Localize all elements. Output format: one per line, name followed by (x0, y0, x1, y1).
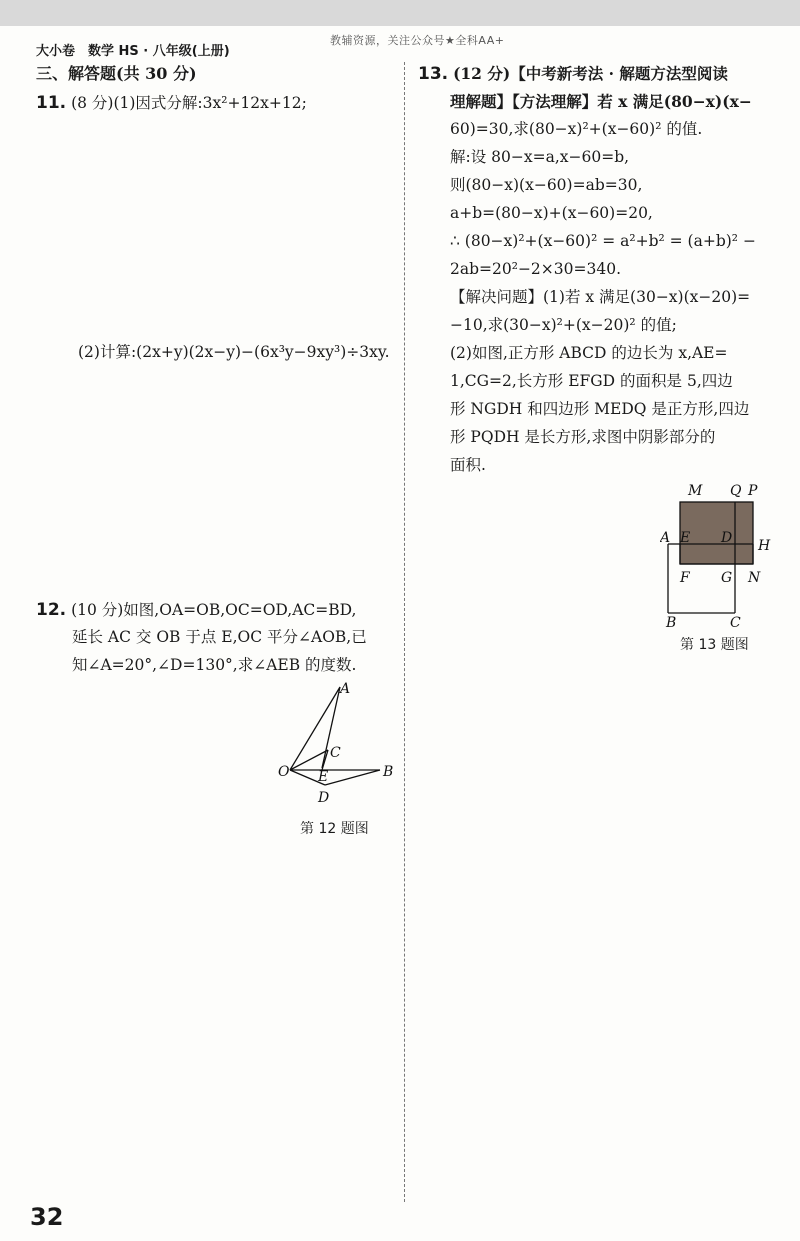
q13-label-Q: Q (730, 483, 742, 499)
q13-line-9: 【解决问题】(1)若 x 满足(30−x)(x−20)= (450, 288, 751, 306)
question-13 (418, 66, 728, 83)
q11-part1: (8 分)(1)因式分解:3x²+12x+12; (71, 94, 307, 112)
q12-line-3: 知∠A=20°,∠D=130°,求∠AEB 的度数. (72, 656, 357, 674)
q13-line-1: (12 分)【中考新考法 · 解题方法型阅读 (453, 64, 728, 83)
q13-label-E: E (680, 530, 691, 546)
q13-label-C: C (730, 615, 741, 630)
q13-label-H: H (758, 538, 771, 554)
q12-label-C: C (330, 745, 341, 761)
q12-figure (270, 675, 410, 815)
q12-label-D: D (318, 790, 330, 806)
q12-label-A: A (340, 681, 351, 697)
q13-label-G: G (721, 570, 733, 586)
q13-label-M: M (688, 483, 703, 499)
q11-part2: (2)计算:(2x+y)(2x−y)−(6x³y−9xy³)÷3xy. (78, 343, 390, 361)
q13-label-B: B (666, 615, 677, 630)
q13-shaded-region (680, 502, 753, 564)
q12-line-2: 延长 AC 交 OB 于点 E,OC 平分∠AOB,已 (72, 628, 367, 646)
q13-line-12: 1,CG=2,长方形 EFGD 的面积是 5,四边 (450, 372, 733, 390)
q13-figure (660, 480, 780, 630)
q11-number: 11. (36, 93, 67, 113)
q12-label-B: B (383, 764, 394, 780)
column-divider (404, 62, 405, 1202)
q12-caption: 第 12 题图 (300, 821, 369, 837)
q13-line-2: 理解题】【方法理解】若 x 满足(80−x)(x− (450, 92, 752, 111)
q12-label-E: E (318, 769, 329, 785)
scan-top-bar (0, 0, 800, 26)
q13-label-F: F (680, 570, 690, 586)
q13-line-15: 面积. (450, 456, 486, 474)
page-number: 32 (30, 1203, 64, 1231)
q12-line-1: (10 分)如图,OA=OB,OC=OD,AC=BD, (71, 601, 357, 619)
q13-caption: 第 13 题图 (680, 637, 749, 653)
q13-number: 13. (418, 64, 449, 84)
book-header: 大小卷 数学 HS · 八年级(上册) (36, 44, 230, 59)
q13-line-6: a+b=(80−x)+(x−60)=20, (450, 204, 653, 222)
q13-line-14: 形 PQDH 是长方形,求图中阴影部分的 (450, 428, 716, 446)
section-title: 三、解答题(共 30 分) (36, 64, 197, 83)
question-11 (36, 95, 307, 112)
q13-line-10: −10,求(30−x)²+(x−20)² 的值; (450, 316, 677, 334)
q13-label-N: N (748, 570, 761, 586)
question-12 (36, 602, 356, 619)
q13-line-5: 则(80−x)(x−60)=ab=30, (450, 176, 643, 194)
q13-line-11: (2)如图,正方形 ABCD 的边长为 x,AE= (450, 344, 728, 362)
watermark-text: 教辅资源，关注公众号★全科AA+ (330, 34, 505, 47)
q12-number: 12. (36, 600, 67, 620)
q13-label-P: P (748, 483, 758, 499)
q13-label-A: A (660, 530, 671, 546)
q13-label-D: D (721, 530, 733, 546)
q13-line-8: 2ab=20²−2×30=340. (450, 260, 622, 278)
q13-line-3: 60)=30,求(80−x)²+(x−60)² 的值. (450, 120, 703, 138)
q13-line-7: ∴ (80−x)²+(x−60)² = a²+b² = (a+b)² − (450, 232, 756, 250)
q12-label-O: O (278, 764, 290, 780)
q13-line-13: 形 NGDH 和四边形 MEDQ 是正方形,四边 (450, 400, 750, 418)
q13-line-4: 解:设 80−x=a,x−60=b, (450, 148, 630, 166)
